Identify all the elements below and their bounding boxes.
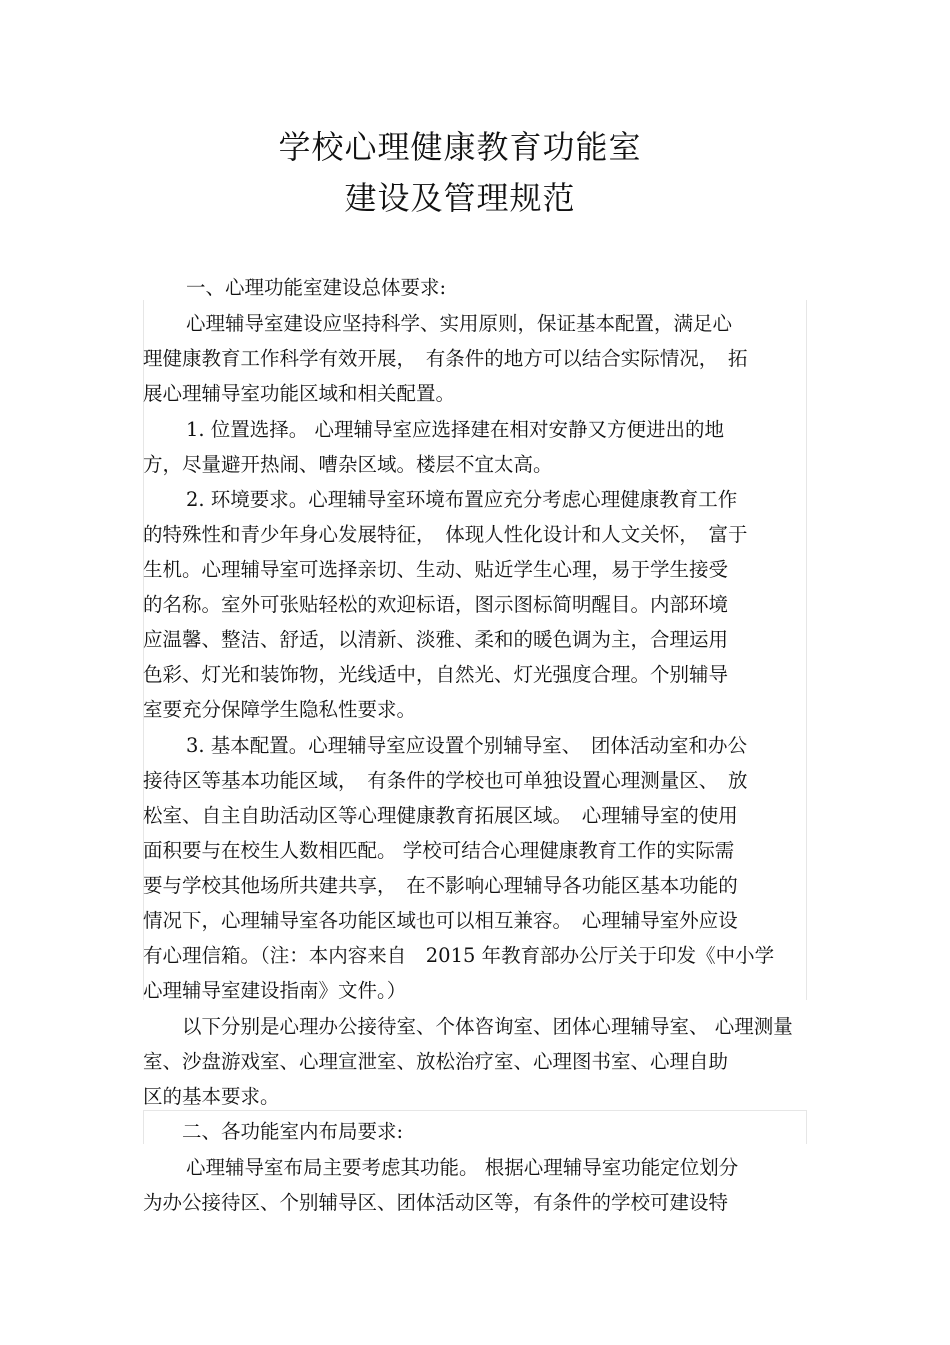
- paragraph-line: 展心理辅导室功能区域和相关配置。: [143, 382, 456, 405]
- paragraph-line: 以下分别是心理办公接待室、个体咨询室、团体心理辅导室、 心理测量: [182, 1015, 793, 1038]
- paragraph-line: 应温馨、整洁、舒适，以清新、淡雅、柔和的暖色调为主，合理运用: [143, 628, 729, 651]
- paragraph-line: 的名称。室外可张贴轻松的欢迎标语，图示图标简明醒目。内部环境: [143, 593, 729, 616]
- paragraph-line: 色彩、灯光和装饰物，光线适中，自然光、灯光强度合理。个别辅导: [143, 663, 729, 686]
- paragraph-line: 理健康教育工作科学有效开展， 有条件的地方可以结合实际情况， 拓: [143, 347, 748, 370]
- paragraph-line: 有心理信箱。（注：本内容来自 2015 年教育部办公厅关于印发《中小学: [143, 944, 775, 967]
- scan-border-box-top: [143, 1110, 807, 1111]
- paragraph-line: 要与学校其他场所共建共享， 在不影响心理辅导各功能区基本功能的: [143, 874, 738, 897]
- paragraph-line: 区的基本要求。: [143, 1085, 280, 1108]
- paragraph-line: 情况下，心理辅导室各功能区域也可以相互兼容。 心理辅导室外应设: [143, 909, 738, 932]
- paragraph-line: 的特殊性和青少年身心发展特征， 体现人性化设计和人文关怀， 富于: [143, 523, 748, 546]
- document-title-line-1: 学校心理健康教育功能室: [278, 128, 642, 166]
- paragraph-line: 2. 环境要求。心理辅导室环境布置应充分考虑心理健康教育工作: [186, 488, 738, 511]
- paragraph-line: 心理辅导室建设指南》文件。）: [143, 979, 407, 1002]
- paragraph-line: 为办公接待区、个别辅导区、团体活动区等，有条件的学校可建设特: [143, 1191, 729, 1214]
- paragraph-line: 松室、自主自助活动区等心理健康教育拓展区域。 心理辅导室的使用: [143, 804, 738, 827]
- section-heading-2: 二、各功能室内布局要求:: [182, 1120, 404, 1143]
- paragraph-line: 1. 位置选择。 心理辅导室应选择建在相对安静又方便进出的地: [186, 418, 725, 441]
- paragraph-line: 面积要与在校生人数相匹配。 学校可结合心理健康教育工作的实际需: [143, 839, 735, 862]
- scan-border-box-left: [143, 1110, 144, 1144]
- paragraph-line: 心理辅导室建设应坚持科学、实用原则，保证基本配置，满足心: [186, 312, 733, 335]
- paragraph-line: 接待区等基本功能区域， 有条件的学校也可单独设置心理测量区、 放: [143, 769, 748, 792]
- paragraph-line: 室、沙盘游戏室、心理宣泄室、放松治疗室、心理图书室、心理自助: [143, 1050, 729, 1073]
- paragraph-line: 方，尽量避开热闹、嘈杂区域。楼层不宜太高。: [143, 453, 553, 476]
- section-heading-1: 一、心理功能室建设总体要求:: [186, 276, 447, 299]
- scan-border-right: [806, 300, 807, 1000]
- paragraph-line: 3. 基本配置。心理辅导室应设置个别辅导室、 团体活动室和办公: [186, 734, 748, 757]
- paragraph-line: 室要充分保障学生隐私性要求。: [143, 698, 417, 721]
- paragraph-line: 生机。心理辅导室可选择亲切、生动、贴近学生心理，易于学生接受: [143, 558, 729, 581]
- scan-border-box-right: [806, 1110, 807, 1144]
- document-title-line-2: 建设及管理规范: [344, 179, 576, 217]
- paragraph-line: 心理辅导室布局主要考虑其功能。 根据心理辅导室功能定位划分: [186, 1156, 739, 1179]
